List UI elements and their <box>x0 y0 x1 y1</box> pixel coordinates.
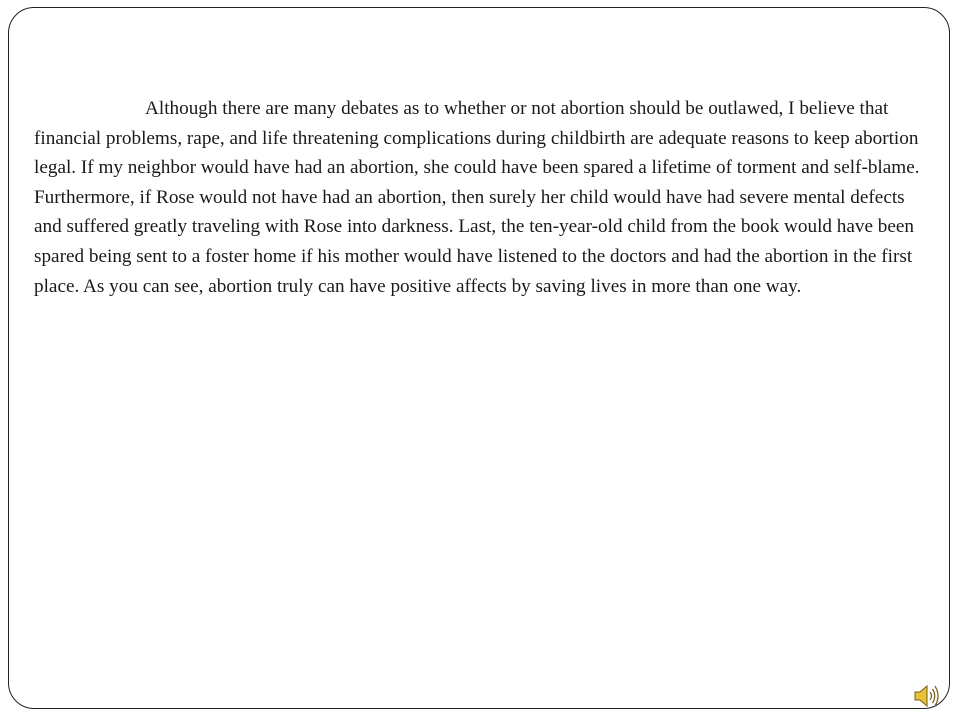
slide-body-paragraph: Although there are many debates as to whether or not abortion should be outlawed, I believe that financial problems, rape, and life threatening complications during childbirth are adequate reasons to keep abortion legal. If my neighbor would have had an abortion, she could have been spared a lifetime of torment and self-blame. Furthermore, if Rose would not have had an abortion, then surely her child would have had severe mental defects and suffered greatly traveling with Rose into darkness. Last, the ten-year-old child from the book would have been spared being sent to a foster home if his mother would have listened to the doctors and had the abortion in the first place. As you can see, abortion truly can have positive affects by saving lives in more than one way. <box>34 98 920 297</box>
speaker-icon[interactable] <box>912 683 942 709</box>
